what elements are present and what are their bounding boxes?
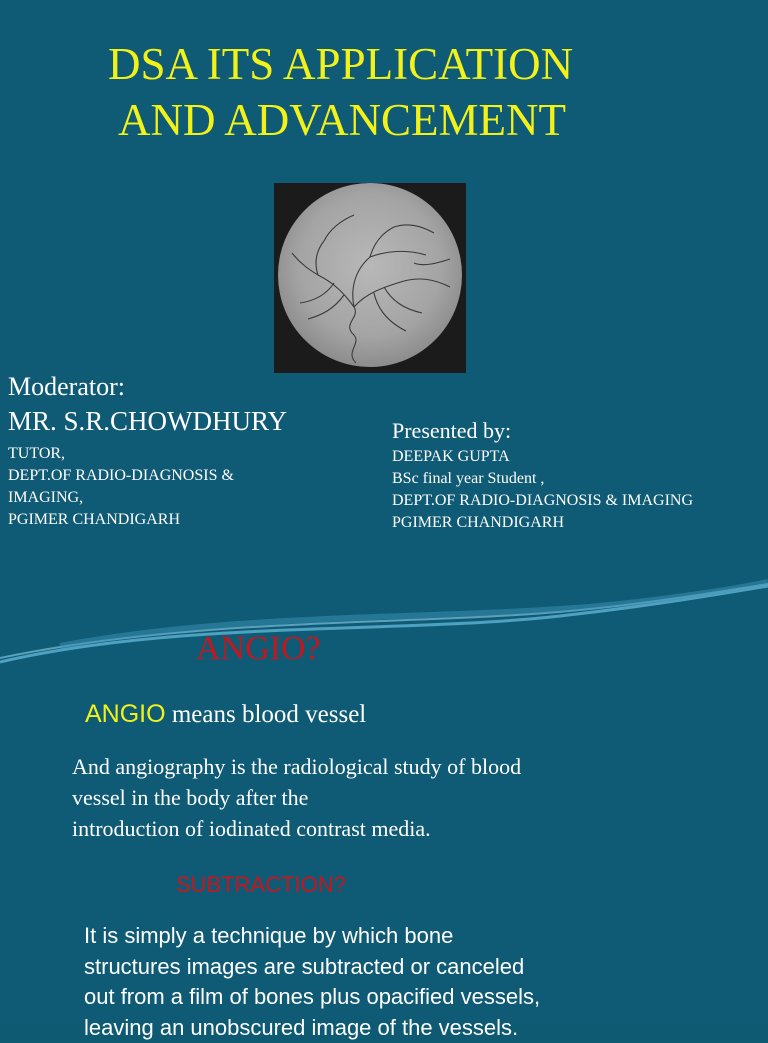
presenter-details xyxy=(392,446,693,534)
definition-text: means blood vessel xyxy=(166,701,367,728)
paragraph-line: And angiography is the radiological study of blood xyxy=(72,751,632,782)
moderator-heading: Moderator: xyxy=(8,372,125,402)
presenter-heading: Presented by: xyxy=(392,418,511,444)
angio-definition xyxy=(85,700,366,729)
title-line-2: AND ADVANCEMENT xyxy=(108,92,708,148)
title-line-1: DSA ITS APPLICATION xyxy=(108,39,573,89)
presenter-line: BSc final year Student , xyxy=(392,468,693,490)
paragraph-line: leaving an unobscured image of the vessels. xyxy=(84,1013,704,1043)
moderator-details xyxy=(8,443,234,531)
slide-title xyxy=(108,36,708,148)
paragraph-line: vessel in the body after the xyxy=(72,782,632,813)
moderator-line: IMAGING, xyxy=(8,487,234,509)
angiography-paragraph xyxy=(72,751,632,844)
paragraph-line: introduction of iodinated contrast media. xyxy=(72,813,632,844)
angio-slide xyxy=(0,576,768,1024)
definition-term: ANGIO xyxy=(85,700,166,728)
decorative-wave xyxy=(0,576,768,666)
presenter-line: DEPT.OF RADIO-DIAGNOSIS & IMAGING xyxy=(392,490,693,512)
moderator-line: PGIMER CHANDIGARH xyxy=(8,509,234,531)
moderator-line: TUTOR, xyxy=(8,443,234,465)
moderator-line: DEPT.OF RADIO-DIAGNOSIS & xyxy=(8,465,234,487)
paragraph-line: out from a film of bones plus opacified vessels, xyxy=(84,982,704,1013)
cerebral-angiogram-image xyxy=(274,183,466,373)
moderator-name: MR. S.R.CHOWDHURY xyxy=(8,406,287,437)
presenter-line: DEEPAK GUPTA xyxy=(392,446,693,468)
paragraph-line: structures images are subtracted or canceled xyxy=(84,952,704,983)
paragraph-line: It is simply a technique by which bone xyxy=(84,921,704,952)
presenter-line: PGIMER CHANDIGARH xyxy=(392,512,693,534)
subtraction-heading: SUBTRACTION? xyxy=(176,872,346,898)
subtraction-paragraph xyxy=(84,921,704,1043)
angio-heading: ANGIO? xyxy=(196,630,321,668)
